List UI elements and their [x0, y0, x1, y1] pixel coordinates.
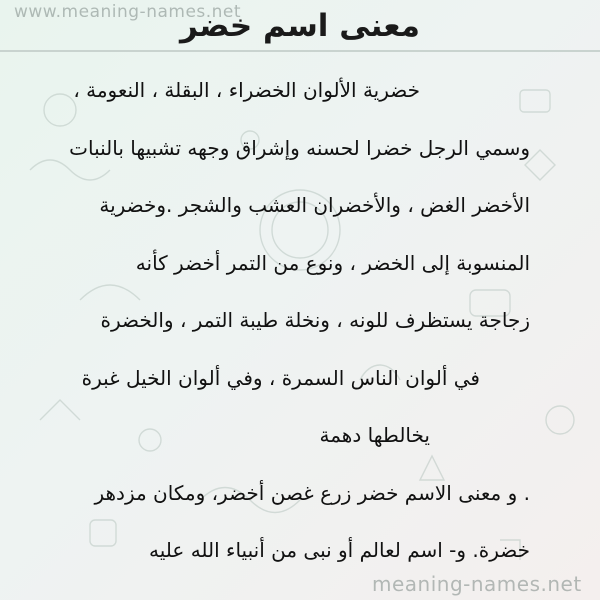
watermark-top: www.meaning-names.net	[14, 2, 242, 22]
title-divider	[0, 50, 600, 52]
text-line: يخالطها دهمة	[319, 423, 430, 447]
text-line: في ألوان الناس السمرة ، وفي ألوان الخيل غبرة	[81, 365, 480, 390]
text-line: المنسوبة إلى الخضر ، ونوع من التمر أخضر كأنه	[135, 250, 530, 275]
title-bar	[0, 0, 600, 52]
text-line: خضرة. و- اسم لعالم أو نبى من أنبياء الله عليه	[149, 538, 530, 562]
meaning-text	[20, 62, 530, 580]
text-line: وسمي الرجل خضرا لحسنه وإشراق وجهه تشبيها بالنبات	[69, 135, 530, 160]
text-line: زجاجة يستظرف للونه ، ونخلة طيبة التمر ، والخضرة	[100, 308, 530, 332]
text-line: . و معنى الاسم خضر زرع غصن أخضر، ومكان مزدهر	[94, 480, 530, 505]
page-title: معنى اسم خضر	[180, 8, 420, 44]
watermark-bottom: meaning-names.net	[372, 572, 582, 596]
text-line: الأخضر الغض ، والأخضران العشب والشجر .وخضرية	[99, 193, 530, 217]
text-line: خضرية الألوان الخضراء ، البقلة ، النعومة ،	[73, 78, 420, 102]
